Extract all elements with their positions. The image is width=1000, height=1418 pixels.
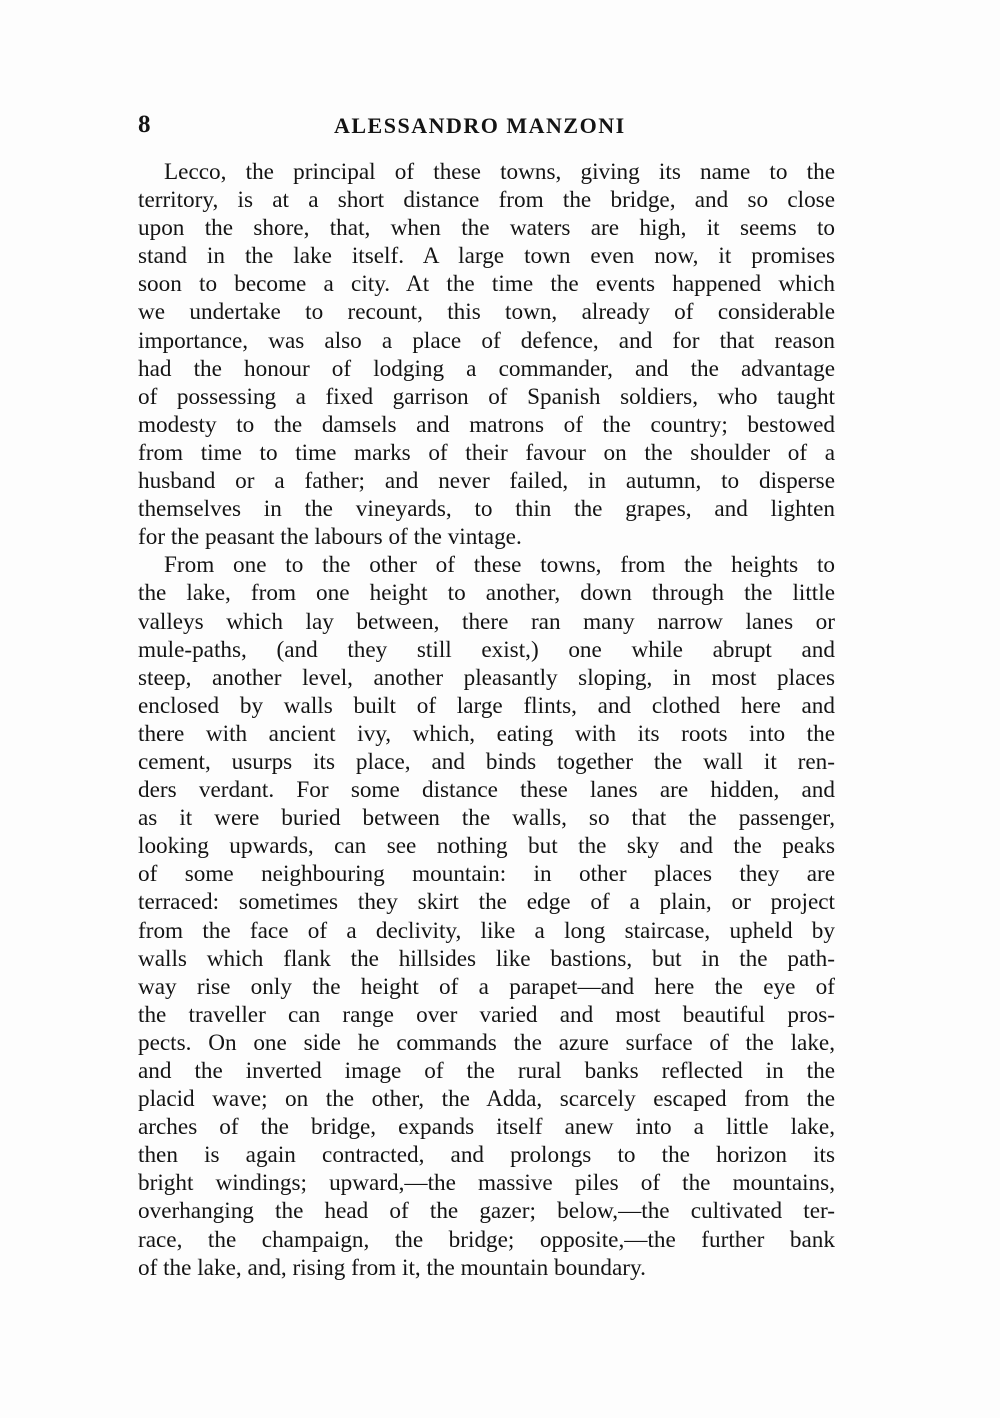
text-line: importance, was also a place of defence, and for that reason — [138, 327, 835, 354]
text-line: of possessing a fixed garrison of Spanish soldiers, who taught — [138, 383, 835, 410]
text-line: From one to the other of these towns, from the heights to — [164, 552, 835, 579]
text-line: of some neighbouring mountain: in other places they are — [138, 861, 835, 888]
text-line: bright windings; upward,—the massive piles of the mountains, — [138, 1170, 835, 1197]
text-line: from time to time marks of their favour on the shoulder of a — [138, 439, 835, 466]
text-line: walls which flank the hillsides like bastions, but in the path- — [138, 945, 835, 972]
text-line: the lake, from one height to another, down through the little — [138, 580, 835, 607]
text-line: arches of the bridge, expands itself anew into a little lake, — [138, 1114, 835, 1141]
text-line: soon to become a city. At the time the events happened which — [138, 271, 835, 298]
text-line: enclosed by walls built of large flints, and clothed here and — [138, 692, 835, 719]
running-head — [138, 111, 838, 141]
paragraph-2 — [138, 551, 835, 1281]
text-line: terraced: sometimes they skirt the edge of a plain, or project — [138, 889, 835, 916]
text-line: and the inverted image of the rural banks reflected in the — [138, 1058, 835, 1084]
text-line: steep, another level, another pleasantly sloping, in most places — [138, 664, 835, 691]
text-line: the traveller can range over varied and most beautiful pros- — [138, 1001, 835, 1028]
text-line: modesty to the damsels and matrons of the country; bestowed — [138, 411, 835, 438]
text-line: placid wave; on the other, the Adda, scarcely escaped from the — [138, 1086, 835, 1113]
text-line: overhanging the head of the gazer; below,—the cultivated ter- — [138, 1198, 835, 1225]
paragraph-1 — [138, 158, 835, 551]
text-line: territory, is at a short distance from the bridge, and so close — [138, 187, 835, 214]
text-line: themselves in the vineyards, to thin the grapes, and lighten — [138, 496, 835, 523]
text-line: Lecco, the principal of these towns, giving its name to the — [164, 159, 835, 185]
page-number: 8 — [138, 111, 151, 138]
text-line: husband or a father; and never failed, in autumn, to disperse — [138, 468, 835, 495]
text-line: mule-paths, (and they still exist,) one while abrupt and — [138, 636, 835, 663]
text-line: there with ancient ivy, which, eating with its roots into the — [138, 720, 835, 747]
text-line: ders verdant. For some distance these lanes are hidden, and — [138, 777, 835, 804]
body-text — [138, 158, 835, 1282]
text-line: had the honour of lodging a commander, and the advantage — [138, 355, 835, 382]
text-line: valleys which lay between, there ran many narrow lanes or — [138, 608, 835, 635]
text-line: of the lake, and, rising from it, the mountain boundary. — [138, 1254, 646, 1281]
text-line: cement, usurps its place, and binds together the wall it ren- — [138, 748, 835, 775]
text-line: pects. On one side he commands the azure surface of the lake, — [138, 1029, 835, 1056]
text-line: race, the champaign, the bridge; opposite,—the further bank — [138, 1226, 835, 1253]
text-line: looking upwards, can see nothing but the sky and the peaks — [138, 833, 835, 860]
text-line: way rise only the height of a parapet—and here the eye of — [138, 973, 835, 1000]
running-title: ALESSANDRO MANZONI — [334, 113, 626, 138]
text-line: we undertake to recount, this town, already of considerable — [138, 299, 835, 326]
text-line: upon the shore, that, when the waters are high, it seems to — [138, 215, 835, 242]
text-line: then is again contracted, and prolongs to the horizon its — [138, 1142, 835, 1169]
text-line: as it were buried between the walls, so that the passenger, — [138, 805, 835, 832]
text-line: stand in the lake itself. A large town even now, it promises — [138, 243, 835, 270]
text-line: from the face of a declivity, like a long staircase, upheld by — [138, 917, 835, 944]
text-line: for the peasant the labours of the vintage. — [138, 524, 522, 551]
